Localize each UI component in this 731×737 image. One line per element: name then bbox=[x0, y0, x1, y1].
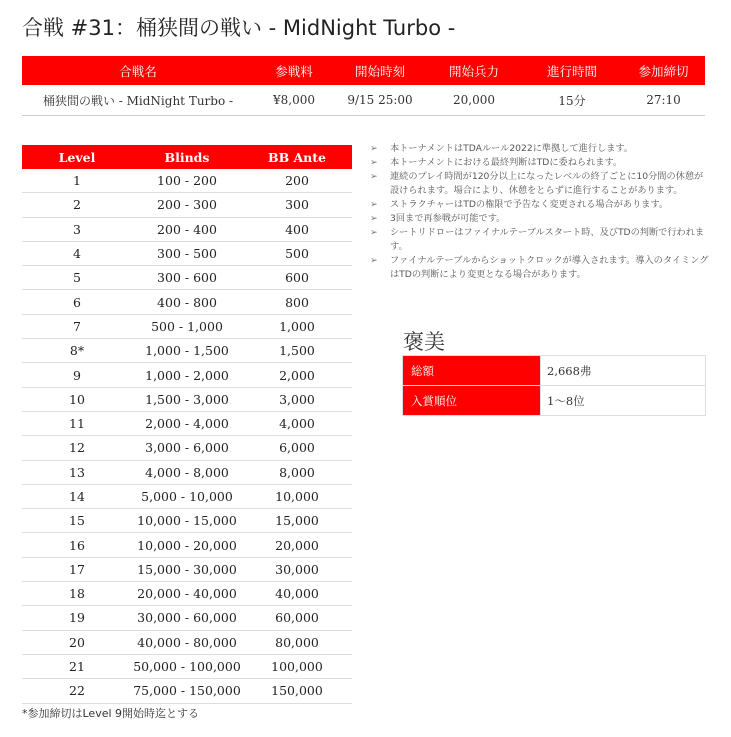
table-row bbox=[22, 460, 352, 484]
ante-cell: 4,000 bbox=[242, 411, 352, 435]
ante-cell: 8,000 bbox=[242, 460, 352, 484]
blinds-cell: 1,000 - 1,500 bbox=[132, 339, 242, 363]
header-entry-fee: 参戦料 bbox=[254, 56, 334, 85]
blind-structure-table bbox=[22, 145, 352, 704]
level-cell: 17 bbox=[22, 557, 132, 581]
rule-item bbox=[370, 254, 710, 282]
level-cell: 18 bbox=[22, 582, 132, 606]
table-row bbox=[22, 582, 352, 606]
header-bb-ante: BB Ante bbox=[242, 145, 352, 169]
table-row bbox=[22, 314, 352, 338]
prize-places-value: 1～8位 bbox=[541, 386, 706, 416]
header-level-duration: 進行時間 bbox=[522, 56, 622, 85]
rule-item bbox=[370, 170, 710, 198]
header-event-name: 合戦名 bbox=[22, 56, 254, 85]
level-cell: 6 bbox=[22, 290, 132, 314]
late-registration-note: *参加締切はLevel 9開始時迄とする bbox=[22, 707, 200, 720]
blinds-body bbox=[22, 169, 352, 703]
ante-cell: 600 bbox=[242, 266, 352, 290]
rule-item bbox=[370, 198, 710, 212]
ante-cell: 15,000 bbox=[242, 509, 352, 533]
header-starting-stack: 開始兵力 bbox=[426, 56, 522, 85]
blinds-cell: 300 - 600 bbox=[132, 266, 242, 290]
summary-row bbox=[22, 85, 705, 116]
prize-heading: 褒美 bbox=[403, 330, 445, 354]
level-cell: 7 bbox=[22, 314, 132, 338]
blinds-cell: 4,000 - 8,000 bbox=[132, 460, 242, 484]
arrow-bullet-icon: ➢ bbox=[370, 171, 378, 182]
table-row bbox=[22, 266, 352, 290]
ante-cell: 800 bbox=[242, 290, 352, 314]
blinds-cell: 1,500 - 3,000 bbox=[132, 387, 242, 411]
table-row bbox=[22, 241, 352, 265]
ante-cell: 60,000 bbox=[242, 606, 352, 630]
arrow-bullet-icon: ➢ bbox=[370, 255, 378, 266]
level-cell: 11 bbox=[22, 411, 132, 435]
rule-item bbox=[370, 226, 710, 254]
blinds-cell: 10,000 - 20,000 bbox=[132, 533, 242, 557]
table-row bbox=[22, 290, 352, 314]
blinds-cell: 400 - 800 bbox=[132, 290, 242, 314]
blinds-cell: 15,000 - 30,000 bbox=[132, 557, 242, 581]
blinds-cell: 30,000 - 60,000 bbox=[132, 606, 242, 630]
ante-cell: 20,000 bbox=[242, 533, 352, 557]
table-row bbox=[22, 654, 352, 678]
level-cell: 2 bbox=[22, 193, 132, 217]
level-cell: 22 bbox=[22, 679, 132, 703]
ante-cell: 200 bbox=[242, 169, 352, 193]
table-row bbox=[22, 339, 352, 363]
rule-item bbox=[370, 212, 710, 226]
starting-stack: 20,000 bbox=[426, 85, 522, 116]
ante-cell: 40,000 bbox=[242, 582, 352, 606]
blinds-header-row bbox=[22, 145, 352, 169]
header-blinds: Blinds bbox=[132, 145, 242, 169]
table-row bbox=[22, 679, 352, 703]
blinds-cell: 500 - 1,000 bbox=[132, 314, 242, 338]
prize-row-total bbox=[403, 356, 706, 386]
late-registration: 27:10 bbox=[622, 85, 705, 116]
ante-cell: 500 bbox=[242, 241, 352, 265]
table-row bbox=[22, 630, 352, 654]
rule-item bbox=[370, 156, 710, 170]
table-row bbox=[22, 436, 352, 460]
ante-cell: 1,500 bbox=[242, 339, 352, 363]
level-cell: 12 bbox=[22, 436, 132, 460]
ante-cell: 1,000 bbox=[242, 314, 352, 338]
level-cell: 1 bbox=[22, 169, 132, 193]
ante-cell: 2,000 bbox=[242, 363, 352, 387]
ante-cell: 100,000 bbox=[242, 654, 352, 678]
table-row bbox=[22, 169, 352, 193]
blinds-cell: 200 - 400 bbox=[132, 217, 242, 241]
page-title: 合戦 #31：桶狭間の戦い - MidNight Turbo - bbox=[22, 16, 456, 40]
blinds-cell: 5,000 - 10,000 bbox=[132, 484, 242, 508]
ante-cell: 400 bbox=[242, 217, 352, 241]
blinds-cell: 300 - 500 bbox=[132, 241, 242, 265]
ante-cell: 10,000 bbox=[242, 484, 352, 508]
blinds-cell: 1,000 - 2,000 bbox=[132, 363, 242, 387]
entry-fee: ¥8,000 bbox=[254, 85, 334, 116]
level-cell: 5 bbox=[22, 266, 132, 290]
level-cell: 13 bbox=[22, 460, 132, 484]
arrow-bullet-icon: ➢ bbox=[370, 199, 378, 210]
arrow-bullet-icon: ➢ bbox=[370, 143, 378, 154]
blinds-cell: 2,000 - 4,000 bbox=[132, 411, 242, 435]
blinds-cell: 200 - 300 bbox=[132, 193, 242, 217]
header-late-registration: 参加締切 bbox=[622, 56, 705, 85]
rule-text: 3回まで再参戦が可能です。 bbox=[390, 213, 506, 224]
blinds-cell: 40,000 - 80,000 bbox=[132, 630, 242, 654]
table-row bbox=[22, 193, 352, 217]
blinds-cell: 50,000 - 100,000 bbox=[132, 654, 242, 678]
level-cell: 20 bbox=[22, 630, 132, 654]
level-cell: 3 bbox=[22, 217, 132, 241]
table-row bbox=[22, 509, 352, 533]
rule-text: 本トーナメントにおける最終判断はTDに委ねられます。 bbox=[390, 157, 623, 168]
header-level: Level bbox=[22, 145, 132, 169]
prize-total-label: 総額 bbox=[403, 356, 541, 386]
rule-text: シートリドローはファイナルテーブルスタート時、及びTDの判断で行われます。 bbox=[390, 227, 705, 252]
table-row bbox=[22, 411, 352, 435]
level-cell: 19 bbox=[22, 606, 132, 630]
level-cell: 4 bbox=[22, 241, 132, 265]
event-name: 桶狭間の戦い - MidNight Turbo - bbox=[22, 85, 254, 116]
table-row bbox=[22, 363, 352, 387]
ante-cell: 3,000 bbox=[242, 387, 352, 411]
ante-cell: 150,000 bbox=[242, 679, 352, 703]
prize-total-value: 2,668弗 bbox=[541, 356, 706, 386]
arrow-bullet-icon: ➢ bbox=[370, 157, 378, 168]
table-row bbox=[22, 533, 352, 557]
rule-text: ファイナルテーブルからショットクロックが導入されます。導入のタイミングはTDの判断により変更となる場合があります。 bbox=[390, 255, 709, 280]
level-cell: 15 bbox=[22, 509, 132, 533]
ante-cell: 300 bbox=[242, 193, 352, 217]
level-cell: 14 bbox=[22, 484, 132, 508]
blinds-cell: 10,000 - 15,000 bbox=[132, 509, 242, 533]
table-row bbox=[22, 606, 352, 630]
rule-text: 連続のプレイ時間が120分以上になったレベルの終了ごとに10分間の休憩が設けられます。場合により、休憩をとらずに進行することがあります。 bbox=[390, 171, 704, 196]
level-cell: 9 bbox=[22, 363, 132, 387]
ante-cell: 80,000 bbox=[242, 630, 352, 654]
blinds-cell: 3,000 - 6,000 bbox=[132, 436, 242, 460]
start-time: 9/15 25:00 bbox=[334, 85, 426, 116]
level-cell: 16 bbox=[22, 533, 132, 557]
summary-header-row bbox=[22, 56, 705, 85]
rule-text: ストラクチャーはTDの権限で予告なく変更される場合があります。 bbox=[390, 199, 669, 210]
ante-cell: 30,000 bbox=[242, 557, 352, 581]
rule-item bbox=[370, 142, 710, 156]
prize-table bbox=[402, 355, 706, 416]
tournament-summary-table bbox=[22, 56, 705, 116]
prize-places-label: 入賞順位 bbox=[403, 386, 541, 416]
table-row bbox=[22, 217, 352, 241]
header-start-time: 開始時刻 bbox=[334, 56, 426, 85]
arrow-bullet-icon: ➢ bbox=[370, 213, 378, 224]
rules-list bbox=[370, 142, 710, 282]
arrow-bullet-icon: ➢ bbox=[370, 227, 378, 238]
ante-cell: 6,000 bbox=[242, 436, 352, 460]
table-row bbox=[22, 484, 352, 508]
blinds-cell: 20,000 - 40,000 bbox=[132, 582, 242, 606]
blinds-cell: 75,000 - 150,000 bbox=[132, 679, 242, 703]
level-cell: 10 bbox=[22, 387, 132, 411]
prize-row-places bbox=[403, 386, 706, 416]
level-cell: 21 bbox=[22, 654, 132, 678]
table-row bbox=[22, 557, 352, 581]
blinds-cell: 100 - 200 bbox=[132, 169, 242, 193]
level-cell: 8* bbox=[22, 339, 132, 363]
table-row bbox=[22, 387, 352, 411]
rule-text: 本トーナメントはTDAルール2022に準拠して進行します。 bbox=[390, 143, 634, 154]
level-duration: 15分 bbox=[522, 85, 622, 116]
